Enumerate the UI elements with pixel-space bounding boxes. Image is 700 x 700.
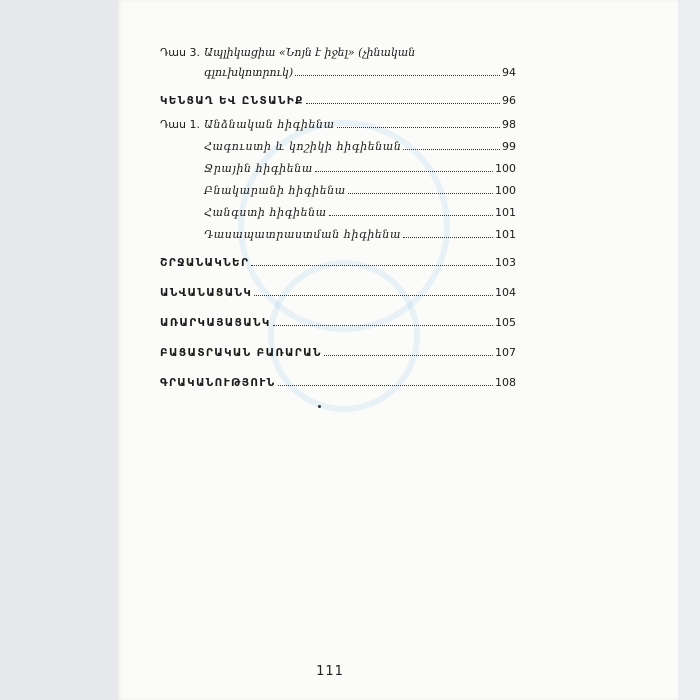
page-number: 94 xyxy=(502,66,516,79)
toc-entry xyxy=(160,94,516,110)
entry-title: Անձնական հիգիենա xyxy=(204,118,335,131)
page-number: 100 xyxy=(495,184,516,197)
dot-leader xyxy=(348,193,493,194)
section-heading: ԲԱՑԱՏՐԱԿԱՆ ԲԱՌԱՐԱՆ xyxy=(160,347,322,359)
dot-leader xyxy=(254,295,493,296)
background-left xyxy=(0,0,118,700)
entry-title: Ջրային հիգիենա xyxy=(204,162,313,175)
toc-entry xyxy=(160,162,516,178)
section-heading: ՇՐՋԱՆԱԿՆԵՐ xyxy=(160,257,250,269)
section-heading: ԱՆՎԱՆԱՑԱՆԿ xyxy=(160,287,253,299)
entry-title: Հագուստի և կոշիկի հիգիենան xyxy=(204,140,402,153)
page-number: 108 xyxy=(495,376,516,389)
dot-leader xyxy=(295,75,500,76)
lesson-number: Դաս 1. xyxy=(160,118,200,131)
page-folio: 111 xyxy=(316,664,344,679)
entry-title: Հանգստի հիգիենա xyxy=(204,206,327,219)
toc-entry xyxy=(160,228,516,244)
page-number: 107 xyxy=(495,346,516,359)
toc-entry xyxy=(160,118,516,134)
dot-leader xyxy=(324,355,493,356)
dot-leader xyxy=(315,171,493,172)
toc-entry xyxy=(160,66,516,82)
dot-leader xyxy=(337,127,500,128)
toc-entry xyxy=(160,256,516,272)
page-number: 103 xyxy=(495,256,516,269)
lesson-number: Դաս 3. xyxy=(160,46,200,59)
page-number: 101 xyxy=(495,206,516,219)
entry-title: Բնակարանի հիգիենա xyxy=(204,184,346,197)
page-number: 105 xyxy=(495,316,516,329)
page-number: 104 xyxy=(495,286,516,299)
section-heading: ԱՌԱՐԿԱՅԱՑԱՆԿ xyxy=(160,317,271,329)
toc-entry xyxy=(160,286,516,302)
page-number: 96 xyxy=(502,94,516,107)
section-heading: ԿԵՆՑԱՂ ԵՎ ԸՆՏԱՆԻՔ xyxy=(160,95,304,107)
page-number: 99 xyxy=(502,140,516,153)
dot-leader xyxy=(251,265,493,266)
toc-entry xyxy=(160,46,516,62)
section-heading: ԳՐԱԿԱՆՈՒԹՅՈՒՆ xyxy=(160,377,276,389)
dot-leader xyxy=(329,215,493,216)
stray-mark xyxy=(318,405,321,408)
entry-title: գլուխկոտրուկ) xyxy=(204,66,294,79)
page-number: 100 xyxy=(495,162,516,175)
toc-entry xyxy=(160,206,516,222)
toc-entry xyxy=(160,316,516,332)
toc-entry xyxy=(160,184,516,200)
dot-leader xyxy=(278,385,493,386)
toc-entry xyxy=(160,346,516,362)
page-number: 101 xyxy=(495,228,516,241)
background-right xyxy=(678,0,700,700)
toc-entry xyxy=(160,376,516,392)
entry-title: Դասապատրաստման հիգիենա xyxy=(204,228,402,241)
entry-title: Ապլիկացիա «Նոյն է իջել» (չինական xyxy=(204,46,416,59)
dot-leader xyxy=(273,325,493,326)
page-number: 98 xyxy=(502,118,516,131)
dot-leader xyxy=(403,237,493,238)
dot-leader xyxy=(306,103,500,104)
dot-leader xyxy=(403,149,500,150)
toc-entry xyxy=(160,140,516,156)
